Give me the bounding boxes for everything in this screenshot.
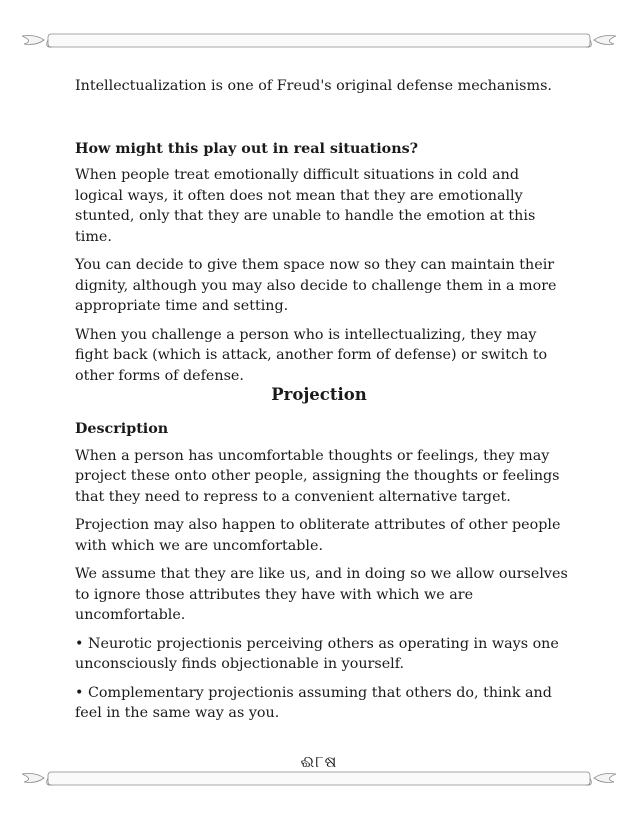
section-title-projection: Projection bbox=[271, 385, 367, 404]
description-heading: Description bbox=[75, 421, 169, 437]
bullet-complementary-projection: • Complementary projectionis assuming that others do, think and feel in the same way as you. bbox=[75, 684, 552, 721]
paragraph-cold-logical: When people treat emotionally difficult situations in cold and logical ways, it often does not mean that they are emotionally stunted, only that they are unable to handle the emotion at this time. bbox=[75, 167, 536, 245]
lead-paragraph: Intellectualization is one of Freud's original defense mechanisms. bbox=[75, 78, 552, 94]
question-heading: How might this play out in real situations? bbox=[75, 140, 419, 157]
paragraph-obliterate-attributes: Projection may also happen to obliterate attributes of other people with which we are uncomfortable. bbox=[75, 517, 561, 554]
paragraph-give-space: You can decide to give them space now so they can maintain their dignity, although you may also decide to challenge them in a more appropriate time and setting. bbox=[75, 257, 557, 314]
paragraph-assume-like-us: We assume that they are like us, and in doing so we allow ourselves to ignore those attributes they have with which we are uncomfortable. bbox=[75, 566, 568, 623]
paragraph-project-thoughts: When a person has uncomfortable thoughts or feelings, they may project these onto other people, assigning the thoughts or feelings that they need to repress to a convenient alternative target. bbox=[75, 447, 560, 505]
projection-text-block bbox=[75, 419, 570, 732]
page-number: ଈ୮ଷ bbox=[300, 752, 338, 771]
top-text-block bbox=[75, 76, 570, 386]
bottom-scroll-border bbox=[22, 768, 616, 790]
paragraph-challenge: When you challenge a person who is intellectualizing, they may fight back (which is attack, another form of defense) or switch to other forms of defense. bbox=[75, 326, 548, 384]
top-scroll-border bbox=[22, 30, 616, 52]
bullet-neurotic-projection: • Neurotic projectionis perceiving others as operating in ways one unconsciously finds objectionable in yourself. bbox=[75, 635, 559, 672]
